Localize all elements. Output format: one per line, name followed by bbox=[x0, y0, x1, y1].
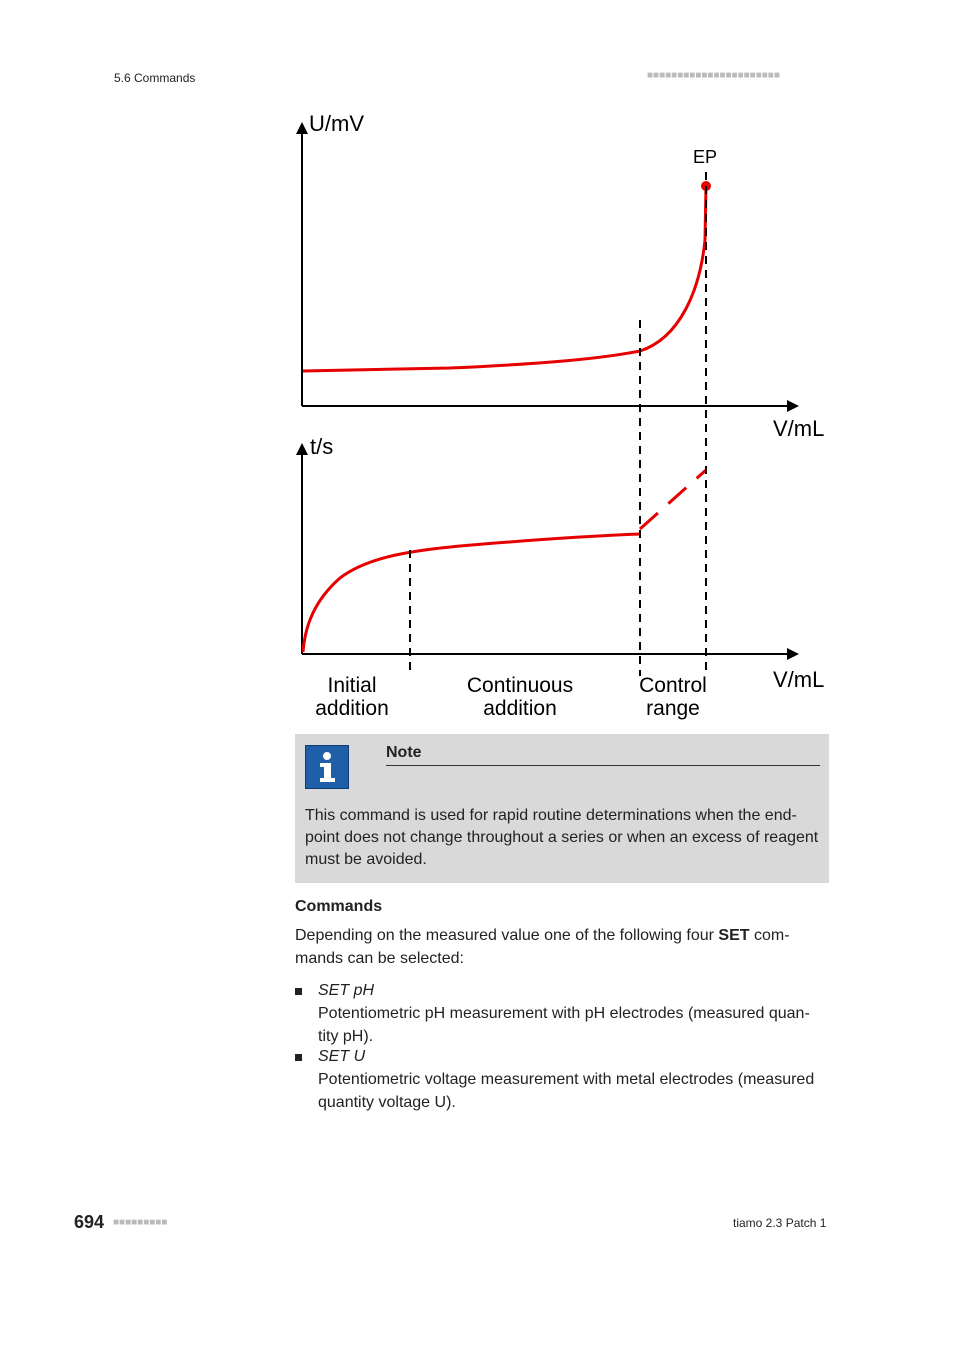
list-item bbox=[318, 1045, 830, 1114]
endpoint-label: EP bbox=[693, 147, 718, 167]
intro-bold-set: SET bbox=[718, 927, 750, 944]
bottom-y-axis-label: t/s bbox=[310, 434, 334, 459]
footer-dots: ■■■■■■■■■ bbox=[113, 1217, 168, 1228]
top-y-axis-label: U/mV bbox=[309, 111, 364, 136]
top-x-axis-label: V/mL bbox=[773, 416, 825, 441]
list-item-desc: Potentiometric pH measurement with pH electrodes (measured quan-tity pH). bbox=[318, 1005, 810, 1045]
running-header-section: 5.6 Commands bbox=[114, 71, 196, 85]
region-label-continuous-1: Continuous bbox=[466, 674, 574, 697]
intro-text-end: com-mands can be selected: bbox=[295, 927, 790, 967]
bottom-x-axis-label: V/mL bbox=[773, 667, 825, 692]
top-y-axis-arrow bbox=[296, 122, 308, 134]
page-number: 694 bbox=[74, 1212, 105, 1232]
bullet-marker bbox=[295, 988, 302, 995]
bottom-y-axis-arrow bbox=[296, 443, 308, 455]
note-box bbox=[295, 734, 829, 883]
list-item bbox=[318, 979, 830, 1048]
region-label-continuous-2: addition bbox=[483, 697, 557, 720]
commands-intro bbox=[295, 924, 829, 970]
bottom-x-axis-arrow bbox=[787, 648, 799, 660]
bullet-marker bbox=[295, 1054, 302, 1061]
intro-text: Depending on the measured value one of the following four bbox=[295, 927, 719, 944]
list-item-term: SET pH bbox=[318, 982, 375, 999]
region-label-control-1: Control bbox=[639, 674, 707, 697]
running-header-dots: ■■■■■■■■■■■■■■■■■■■■■■ bbox=[647, 70, 780, 81]
potential-curve bbox=[303, 186, 706, 371]
list-item-desc: Potentiometric voltage measurement with metal electrodes (measured quantity voltage U). bbox=[318, 1071, 815, 1111]
time-curve bbox=[303, 534, 640, 652]
footer-product: tiamo 2.3 Patch 1 bbox=[733, 1216, 827, 1230]
note-text: This command is used for rapid routine determinations when the end-point does not change throughout a series or when an excess of reagent must be avoided. bbox=[305, 807, 819, 868]
region-label-control-2: range bbox=[646, 697, 700, 720]
region-label-initial-2: addition bbox=[315, 697, 389, 720]
region-label-initial-1: Initial bbox=[327, 674, 377, 697]
section-title: Commands bbox=[295, 898, 383, 915]
top-x-axis-arrow bbox=[787, 400, 799, 412]
info-icon bbox=[305, 745, 349, 789]
note-title: Note bbox=[386, 744, 820, 766]
list-item-term: SET U bbox=[318, 1048, 366, 1065]
time-curve-dashed bbox=[640, 470, 706, 529]
